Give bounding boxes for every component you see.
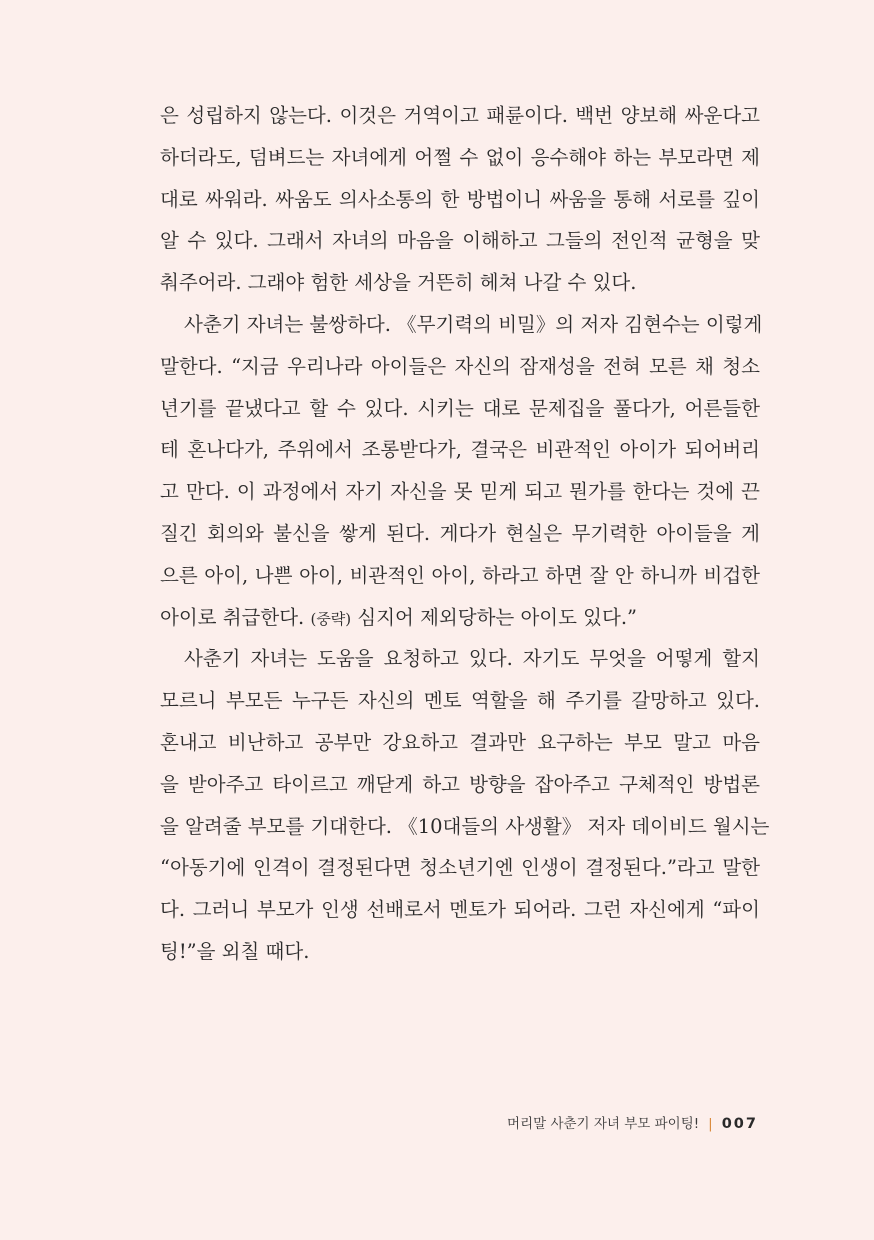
footer-separator: | [708, 1116, 713, 1132]
paragraph-3-line: 팅!”을 외칠 때다. [160, 939, 310, 963]
paragraph-2-line: 년기를 끝냈다고 할 수 있다. 시키는 대로 문제집을 풀다가, 어른들한 [160, 396, 760, 420]
paragraph-3-line: 혼내고 비난하고 공부만 강요하고 결과만 요구하는 부모 말고 마음 [160, 730, 760, 754]
paragraph-1-line: 대로 싸워라. 싸움도 의사소통의 한 방법이니 싸움을 통해 서로를 깊이 [160, 187, 760, 211]
paragraph-2-line: 사춘기 자녀는 불쌍하다. 《무기력의 비밀》의 저자 김현수는 이렇게 [184, 312, 763, 336]
paragraph-1-line: 은 성립하지 않는다. 이것은 거역이고 패륜이다. 백번 양보해 싸운다고 [160, 104, 760, 127]
paragraph-3-line: 사춘기 자녀는 도움을 요청하고 있다. 자기도 무엇을 어떻게 할지 [184, 647, 760, 671]
paragraph-1-line: 하더라도, 덤벼드는 자녀에게 어쩔 수 없이 응수해야 하는 부모라면 제 [160, 145, 760, 169]
paragraph-2-line: 테 혼나다가, 주위에서 조롱받다가, 결국은 비관적인 아이가 되어버리 [160, 438, 760, 462]
quote-text: 아이로 취급한다. [160, 605, 311, 629]
paragraph-3-line: 을 받아주고 타이르고 깨닫게 하고 방향을 잡아주고 구체적인 방법론 [160, 772, 760, 796]
omission-note: (중략) [310, 609, 352, 628]
paragraph-3-line: 다. 그러니 부모가 인생 선배로서 멘토가 되어라. 그런 자신에게 “파이 [160, 898, 760, 922]
paragraph-2-line: 말한다. “지금 우리나라 아이들은 자신의 잠재성을 전혀 모른 채 청소 [160, 354, 760, 378]
paragraph-2-line: 으른 아이, 나쁜 아이, 비관적인 아이, 하라고 하면 잘 안 하니까 비겁한 [160, 563, 760, 587]
paragraph-1-line: 알 수 있다. 그래서 자녀의 마음을 이해하고 그들의 전인적 균형을 맞 [160, 229, 760, 253]
page-footer [507, 1112, 758, 1132]
quote-text: 심지어 제외당하는 아이도 있다.” [351, 605, 637, 629]
paragraph-2-line: 질긴 회의와 불신을 쌓게 된다. 게다가 현실은 무기력한 아이들을 게 [160, 521, 760, 545]
page-number: 007 [721, 1116, 758, 1132]
paragraph-3-line: 모르니 부모든 누구든 자신의 멘토 역할을 해 주기를 갈망하고 있다. [160, 689, 760, 713]
paragraph-2-last-line [160, 597, 760, 639]
body-text [160, 95, 770, 973]
paragraph-3-line: 을 알려줄 부모를 기대한다. 《10대들의 사생활》 저자 데이비드 월시는 [160, 814, 770, 838]
paragraph-1-line: 춰주어라. 그래야 험한 세상을 거뜬히 헤쳐 나갈 수 있다. [160, 271, 637, 295]
paragraph-3-line: “아동기에 인격이 결정된다면 청소년기엔 인생이 결정된다.”라고 말한 [160, 856, 760, 880]
paragraph-2-line: 고 만다. 이 과정에서 자기 자신을 못 믿게 되고 뭔가를 한다는 것에 끈 [160, 480, 760, 504]
running-title: 머리말 사춘기 자녀 부모 파이팅! [507, 1116, 700, 1132]
